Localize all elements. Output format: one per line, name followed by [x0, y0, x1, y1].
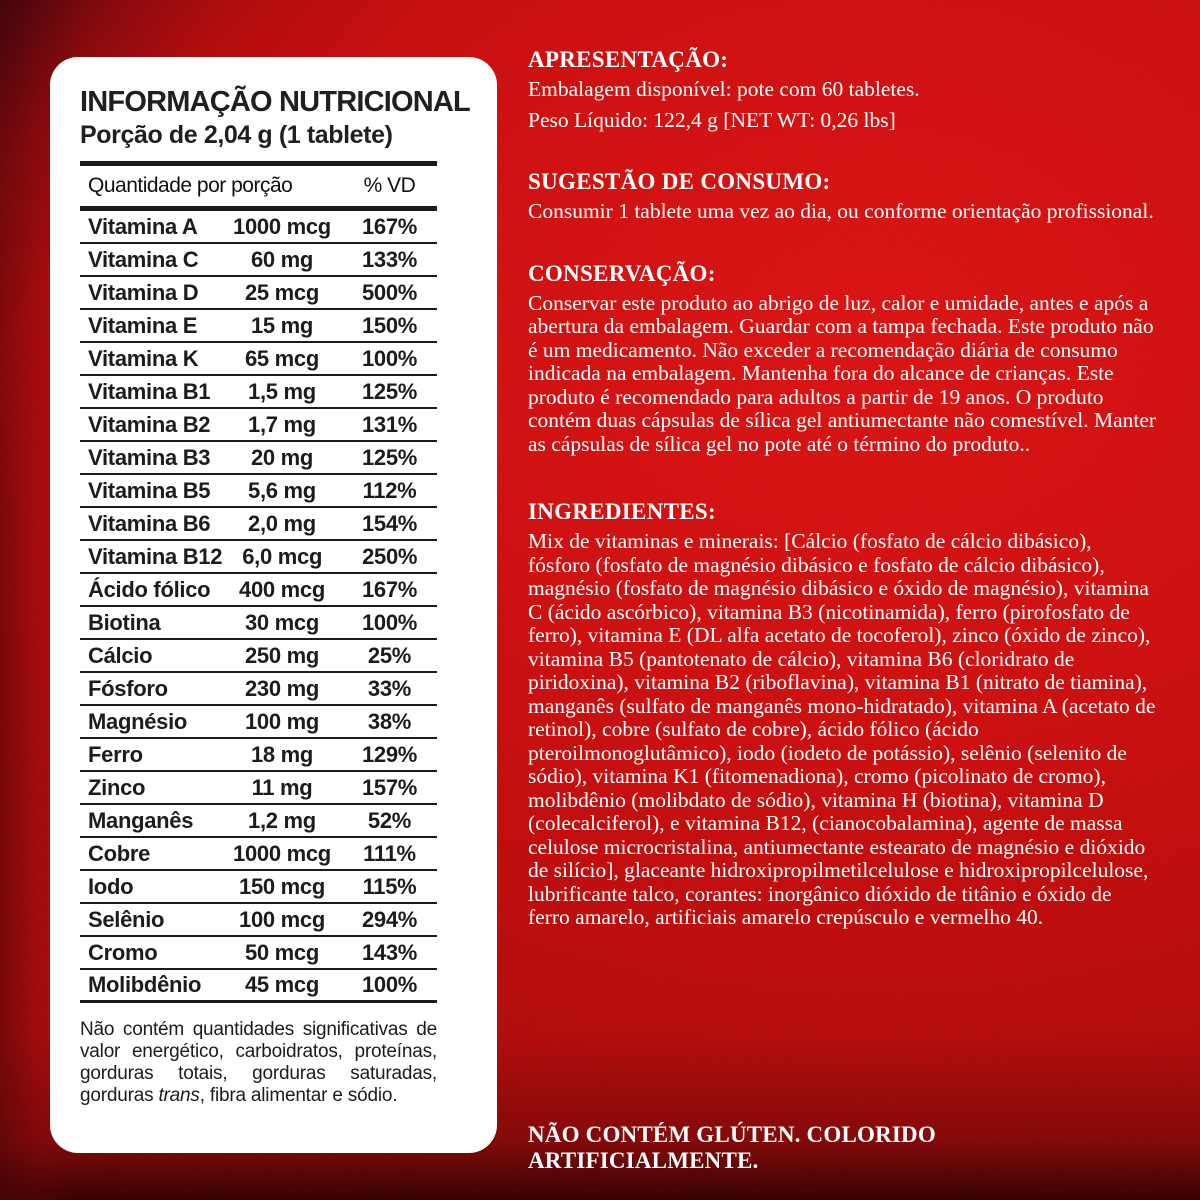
- nutrient-amount: 250 mg: [244, 642, 320, 668]
- table-row: [80, 343, 437, 376]
- table-row: [80, 772, 437, 805]
- nutrient-amount: 100 mg: [244, 708, 320, 734]
- nutrient-amount: 5,6 mg: [248, 477, 316, 503]
- table-row: [80, 904, 437, 937]
- section-paragraph: Embalagem disponível: pote com 60 tabletes.: [528, 77, 920, 101]
- nutrient-dv: 294%: [361, 906, 418, 932]
- nutrient-dv: 115%: [362, 873, 417, 899]
- table-row: [80, 673, 437, 706]
- section-paragraph: Conservar este produto ao abrigo de luz, calor e umidade, antes e após a abertura da embalagem. Guardar com a tampa fechada. Este produto não é um medicamento. Não exceder a recomendação diária de consumo indicada na embalagem. Mantenha fora do alcance de crianças. Este produto é recomendado para adultos a partir de 19 anos. O produto contém duas cápsulas de sílica gel antiumectante não comestível. Manter as cápsulas de sílica gel no pote até o término do produto..: [528, 290, 1157, 456]
- nutrient-amount: 1,5 mg: [248, 378, 316, 404]
- nutrient-dv: 38%: [367, 708, 412, 734]
- nutrient-name: Iodo: [88, 873, 134, 899]
- nutrient-dv: 52%: [367, 807, 412, 833]
- table-row: [80, 409, 437, 442]
- nutrient-amount: 18 mg: [250, 741, 314, 767]
- nutrient-amount: 45 mcg: [244, 972, 320, 997]
- nutrient-dv: 111%: [363, 840, 416, 866]
- nutrient-dv: 143%: [361, 939, 418, 965]
- nutrient-name: Biotina: [88, 609, 161, 635]
- table-row: [80, 970, 437, 1003]
- nutrient-amount: 1000 mcg: [233, 840, 331, 866]
- nutrient-name: Manganês: [88, 807, 194, 833]
- section-body: [528, 78, 1158, 132]
- nutrient-amount: 6,0 mcg: [242, 543, 323, 569]
- nutrient-amount: 15 mg: [250, 312, 314, 338]
- nutrient-dv: 100%: [361, 972, 418, 997]
- nutrient-dv: 100%: [361, 609, 418, 635]
- section-heading: APRESENTAÇÃO:: [528, 47, 729, 72]
- nutrient-name: Vitamina E: [88, 312, 198, 338]
- nutrient-name: Vitamina B5: [88, 477, 211, 503]
- nutrient-amount: 1,7 mg: [248, 411, 316, 437]
- nutrient-name: Cálcio: [88, 642, 153, 668]
- footnote-text-italic: trans: [158, 1085, 200, 1106]
- table-row: [80, 310, 437, 343]
- table-row: [80, 211, 437, 244]
- nutrient-name: Cromo: [88, 939, 158, 965]
- nutrient-dv: 150%: [361, 312, 418, 338]
- nutrient-dv: 125%: [361, 378, 418, 404]
- nutrient-amount: 1000 mcg: [233, 213, 331, 239]
- section-paragraph: Consumir 1 tablete uma vez ao dia, ou conforme orientação profissional.: [528, 199, 1154, 223]
- nutrient-name: Selênio: [88, 906, 165, 932]
- nutrient-name: Fósforo: [88, 675, 168, 701]
- nutrient-dv: 100%: [361, 345, 418, 371]
- section-body: [528, 530, 1158, 930]
- nutrient-amount: 11 mg: [251, 774, 313, 800]
- nutrient-name: Vitamina B3: [88, 444, 211, 470]
- nutrient-amount: 30 mcg: [244, 609, 320, 635]
- info-section: [528, 498, 1158, 930]
- nutrient-amount: 1,2 mg: [248, 807, 316, 833]
- nutrient-dv: 33%: [367, 675, 412, 701]
- table-row: [80, 244, 437, 277]
- nutrient-name: Vitamina K: [88, 345, 199, 371]
- nutrition-panel: [50, 57, 497, 1153]
- nutrient-dv: 129%: [361, 741, 418, 767]
- nutrient-dv: 154%: [361, 510, 418, 536]
- table-row: [80, 376, 437, 409]
- nutrient-dv: 167%: [361, 213, 418, 239]
- nutrient-amount: 25 mcg: [244, 279, 320, 305]
- nutrient-amount: 2,0 mg: [248, 510, 316, 536]
- section-heading: CONSERVAÇÃO:: [528, 260, 716, 286]
- nutrition-table: [80, 161, 437, 1003]
- nutrient-dv: 167%: [361, 576, 418, 602]
- nutrient-name: Ferro: [88, 741, 143, 767]
- nutrient-amount: 230 mg: [244, 675, 320, 701]
- section-body: [528, 200, 1158, 224]
- table-footnote: [80, 1019, 437, 1107]
- nutrient-amount: 60 mg: [250, 246, 314, 272]
- nutrient-name: Ácido fólico: [88, 576, 211, 602]
- footnote-text-before: Não contém quantidades significativas de valor energético, carboidratos, proteínas, gorduras totais, gorduras saturadas, gorduras: [80, 1019, 437, 1106]
- nutrient-dv: 500%: [361, 279, 418, 305]
- panel-subtitle: Porção de 2,04 g (1 tablete): [80, 121, 393, 149]
- nutrient-dv: 133%: [361, 246, 418, 272]
- table-row: [80, 541, 437, 574]
- nutrient-name: Cobre: [88, 840, 151, 866]
- nutrient-amount: 20 mg: [250, 444, 314, 470]
- table-row: [80, 508, 437, 541]
- nutrient-name: Molibdênio: [88, 972, 202, 997]
- table-row: [80, 640, 437, 673]
- nutrient-amount: 65 mcg: [244, 345, 320, 371]
- nutrient-amount: 150 mcg: [239, 873, 325, 899]
- section-paragraph: Mix de vitaminas e minerais: [Cálcio (fosfato de cálcio dibásico), fósforo (fosfato de magnésio dibásico e fosfato de cálcio dibásico), magnésio (fosfato de magnésio dibásico e óxido de magnésio), vitamina C (ácido ascórbico), vitamina B3 (nicotinamida), ferro (pirofosfato de ferro), vitamina E (DL alfa acetato de tocoferol), zinco (óxido de zinco), vitamina B5 (pantotenato de cálcio), vitamina B6 (cloridrato de piridoxina), vitamina B2 (riboflavina), vitamina B1 (nitrato de tiamina), manganês (sulfato de manganês mono-hidratado), vitamina A (acetato de retinol), cobre (sulfato de cobre), ácido fólico (ácido pteroilmonoglutâmico), iodo (iodeto de potássio), selênio (selenito de sódio), vitamina K1 (fitomenadiona), cromo (picolinato de cromo), molibdênio (molibdato de sódio), vitamina H (biotina), vitamina D (colecalciferol), e vitamina B12, (cianocobalamina), agente de massa celulose microcristalina, antiumectante estearato de magnésio e dióxido de silício], glaceante hidroxipropilmetilcelulose e hidroxipropilcelulose, lubrificante talco, corantes: inorgânico dióxido de titânio e óxido de ferro amarelo, artificiais amarelo crepúsculo e vermelho 40.: [528, 529, 1156, 929]
- panel-title: INFORMAÇÃO NUTRICIONAL: [80, 86, 470, 118]
- nutrient-amount: 50 mcg: [244, 939, 320, 965]
- table-header-dv: % VD: [363, 174, 416, 197]
- nutrient-dv: 125%: [361, 444, 418, 470]
- nutrient-name: Vitamina A: [88, 213, 198, 239]
- table-row: [80, 871, 437, 904]
- nutrient-name: Vitamina B2: [88, 411, 211, 437]
- nutrient-name: Vitamina C: [88, 246, 199, 272]
- gluten-notice: NÃO CONTÉM GLÚTEN. COLORIDO ARTIFICIALMENTE.: [528, 1122, 936, 1173]
- nutrient-name: Vitamina B6: [88, 510, 211, 536]
- nutrient-name: Vitamina B1: [88, 378, 211, 404]
- nutrient-dv: 112%: [362, 477, 417, 503]
- nutrient-dv: 157%: [361, 774, 418, 800]
- nutrient-amount: 400 mcg: [239, 576, 325, 602]
- section-body: [528, 292, 1158, 457]
- info-section: [528, 46, 1158, 132]
- table-row: [80, 607, 437, 640]
- info-section: [528, 260, 1158, 457]
- nutrient-name: Vitamina D: [88, 279, 199, 305]
- nutrient-dv: 250%: [362, 543, 418, 569]
- info-sections-column: [528, 46, 1158, 930]
- info-section: [528, 168, 1158, 224]
- nutrient-name: Zinco: [88, 774, 146, 800]
- table-row: [80, 277, 437, 310]
- table-row: [80, 838, 437, 871]
- table-row: [80, 937, 437, 970]
- section-heading: INGREDIENTES:: [528, 499, 716, 524]
- section-paragraph: Peso Líquido: 122,4 g [NET WT: 0,26 lbs]: [528, 107, 896, 132]
- nutrient-name: Magnésio: [88, 708, 188, 734]
- nutrient-amount: 100 mcg: [239, 906, 325, 932]
- nutrient-dv: 25%: [367, 642, 412, 668]
- table-row: [80, 475, 437, 508]
- table-row: [80, 706, 437, 739]
- table-rows: [80, 211, 437, 1003]
- section-heading: SUGESTÃO DE CONSUMO:: [528, 169, 831, 194]
- table-row: [80, 442, 437, 475]
- table-header-row: [80, 166, 437, 211]
- table-row: [80, 805, 437, 838]
- table-row: [80, 739, 437, 772]
- nutrient-name: Vitamina B12: [88, 543, 223, 569]
- footnote-text-after: , fibra alimentar e sódio.: [199, 1085, 398, 1106]
- table-row: [80, 574, 437, 607]
- nutrient-dv: 131%: [361, 411, 418, 437]
- table-header-quantity: Quantidade por porção: [88, 174, 293, 197]
